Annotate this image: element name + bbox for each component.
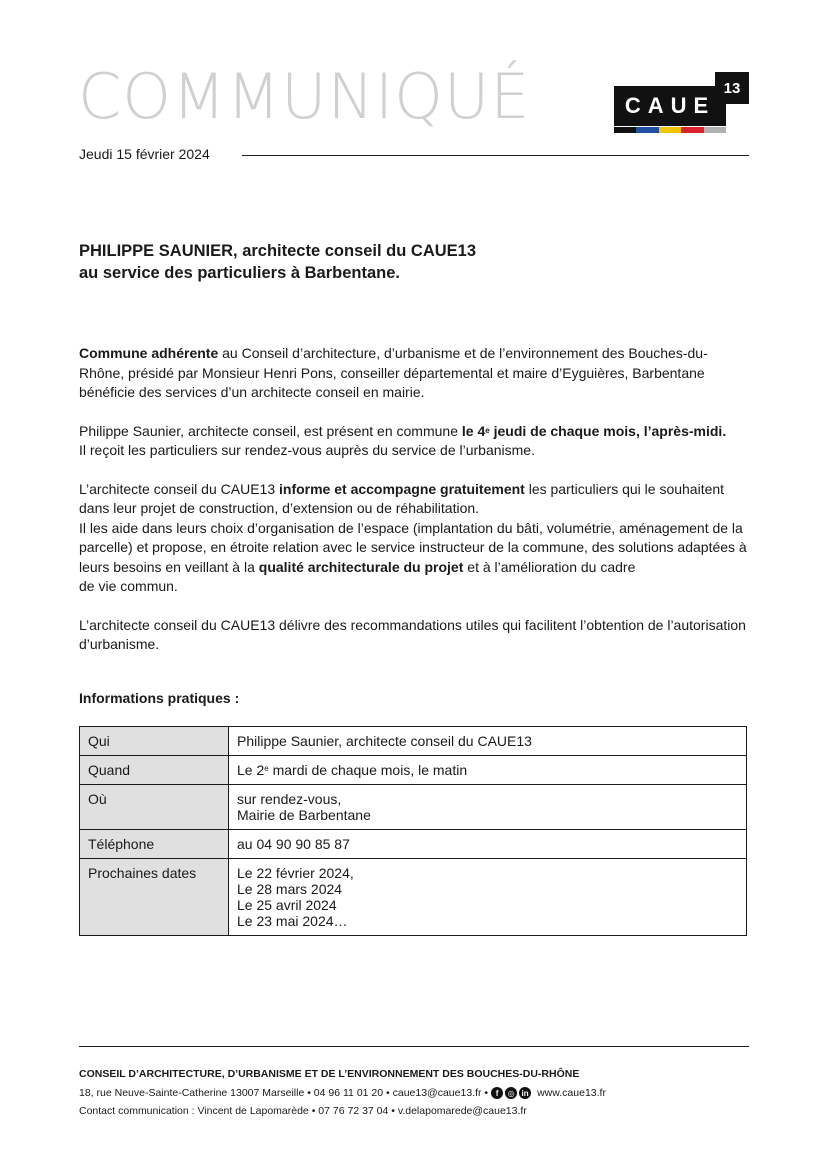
text: les particuliers qui le souhaitent dans leur projet de construction, d’extension ou de réhabilitation. [79,480,725,516]
instagram-icon[interactable]: ◎ [505,1087,517,1099]
logo-stripes [614,127,726,133]
website-link[interactable]: www.caue13.fr [537,1087,606,1099]
emphasis: Commune adhérente [79,345,219,361]
emphasis [462,423,726,439]
title-line-1: PHILIPPE SAUNIER, architecte conseil du CAUE13 [79,242,477,260]
row-value: Philippe Saunier, architecte conseil du CAUE13 [229,727,747,756]
paragraph-3 [79,480,751,597]
text: L’architecte conseil du CAUE13 [79,480,279,497]
text: Il reçoit les particuliers sur rendez-vous auprès du service de l’urbanisme. [79,442,535,458]
paragraph-4: L’architecte conseil du CAUE13 délivre des recommandations utiles qui facilitent l’obtention de l’autorisation d’urbanisme. [79,616,746,652]
info-table [79,726,747,936]
text: au Conseil d’architecture, d’urbanisme et de l’environnement des Bouches-du-Rhône, présidé par Monsieur Henri Pons, conseiller départemental et maire d’Eyguières, Barbentane bénéficie des services d’un architecte conseil en mairie. [79,345,708,400]
logo-stripe [704,127,726,133]
table-row [80,756,747,785]
text: Il les aide dans leurs choix d’organisation de l’espace (implantation du bâti, volumétrie, aménagement de la parcelle) et propose, en étroite relation avec le service instructeur de la commune, des solutions adaptées à leurs besoins en veillant à la [79,519,747,575]
page-title: COMMUNIQUÉ [78,60,531,133]
footer-address-line [79,1087,606,1099]
row-value: au 04 90 90 85 87 [229,830,747,859]
date: Jeudi 15 février 2024 [79,146,210,162]
row-label: Prochaines dates [80,859,229,936]
date-item: Le 22 février 2024, [237,865,354,881]
footer-address: 18, rue Neuve-Sainte-Catherine 13007 Marseille • 04 96 11 01 20 • caue13@caue13.fr • [79,1087,489,1099]
info-heading: Informations pratiques : [79,690,240,706]
date-item: Le 25 avril 2024 [237,897,337,913]
text: Le 2 [237,762,265,778]
linkedin-icon[interactable]: in [519,1087,531,1099]
title-line-2: au service des particuliers à Barbentane. [79,264,400,282]
body-text [79,344,751,674]
text: jeudi de chaque mois, l’après-midi. [489,422,727,439]
date-item: Le 23 mai 2024… [237,913,348,929]
document-title [79,240,476,284]
paragraph-2 [79,422,751,461]
superscript: e [264,764,269,773]
superscript: e [485,425,490,435]
facebook-icon[interactable]: f [491,1087,503,1099]
footer-organization: CONSEIL D’ARCHITECTURE, D’URBANISME ET DE L’ENVIRONNEMENT DES BOUCHES-DU-RHÔNE [79,1068,580,1080]
paragraph-1 [79,344,751,403]
row-label: Téléphone [80,830,229,859]
footer-divider [79,1046,749,1047]
header-divider [242,155,749,156]
row-value [229,756,747,785]
caue13-logo [614,72,749,133]
logo-stripe [614,127,636,133]
table-row [80,830,747,859]
row-value [229,785,747,830]
emphasis: qualité architecturale du projet [258,558,464,575]
text: de vie commun. [79,578,178,594]
date-item: Le 28 mars 2024 [237,881,343,897]
emphasis: informe et accompagne gratuitement [279,480,525,497]
footer-contact: Contact communication : Vincent de Lapomarède • 07 76 72 37 04 • v.delapomarede@caue13.fr [79,1105,527,1117]
text: et à l’amélioration du cadre [463,558,636,575]
row-value [229,859,747,936]
row-label: Où [80,785,229,830]
logo-number: 13 [715,72,749,104]
table-row [80,785,747,830]
table-row [80,727,747,756]
text: Mairie de Barbentane [237,807,371,823]
text: le 4 [461,422,486,439]
row-label: Quand [80,756,229,785]
text: sur rendez-vous, [237,791,342,807]
logo-wordmark: CAUE [614,86,726,126]
row-label: Qui [80,727,229,756]
text: mardi de chaque mois, le matin [268,762,468,778]
table-row [80,859,747,936]
logo-stripe [659,127,681,133]
text: Philippe Saunier, architecte conseil, est présent en commune [79,422,462,439]
logo-stripe [681,127,703,133]
logo-stripe [636,127,658,133]
